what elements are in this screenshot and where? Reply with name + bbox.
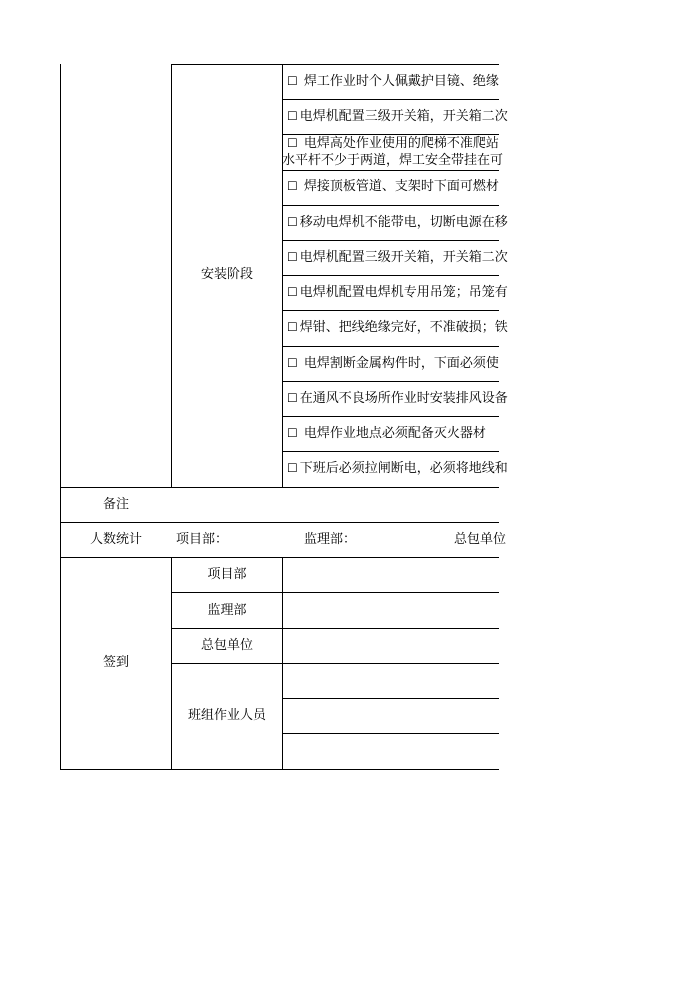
grid-line	[283, 381, 499, 382]
checkbox-icon[interactable]: ☐	[287, 320, 298, 334]
checklist-item[interactable]: ☐ 焊工作业时个人佩戴护目镜、绝缘	[287, 74, 499, 89]
signin-row-supervision-dept: 监理部	[207, 603, 247, 618]
checkbox-icon[interactable]: ☐	[287, 215, 298, 229]
checkbox-icon[interactable]: ☐	[287, 74, 298, 88]
checklist-item[interactable]: ☐ 移动电焊机不能带电，切断电源在移	[287, 215, 508, 230]
grid-line	[283, 205, 499, 206]
checklist-item[interactable]: ☐ 电焊机配置电焊机专用吊笼；吊笼有	[287, 285, 508, 300]
checkbox-icon[interactable]: ☐	[287, 461, 298, 475]
signin-row-team-workers: 班组作业人员	[187, 708, 266, 723]
signin-row-general-contractor: 总包单位	[200, 638, 253, 653]
grid-line	[283, 170, 499, 171]
grid-line	[60, 769, 172, 770]
grid-line	[283, 275, 499, 276]
headcount-project-dept: 项目部：	[176, 532, 229, 547]
grid-line	[282, 557, 283, 770]
signature-field[interactable]	[284, 629, 499, 663]
checklist-item[interactable]: ☐ 电焊割断金属构件时，下面必须使	[287, 356, 499, 371]
headcount-supervision-dept: 监理部：	[304, 532, 357, 547]
checklist-item[interactable]: ☐ 焊接顶板管道、支架时下面可燃材	[287, 179, 499, 194]
checklist-item[interactable]: ☐ 电焊高处作业使用的爬梯不准爬站 水平杆不少于两道，焊工安全带挂在可	[282, 136, 504, 168]
checklist-item[interactable]: ☐ 电焊机配置三级开关箱，开关箱二次	[287, 109, 508, 124]
checkbox-icon[interactable]: ☐	[287, 250, 298, 264]
signature-field[interactable]	[284, 593, 499, 627]
headcount-label: 人数统计	[89, 532, 142, 547]
signature-field[interactable]	[284, 699, 499, 733]
checklist-item[interactable]: ☐ 焊钳、把线绝缘完好，不准破损；铁	[287, 320, 508, 335]
grid-line	[283, 240, 499, 241]
signin-row-project-dept: 项目部	[207, 567, 247, 582]
grid-line	[283, 99, 499, 100]
checklist-item[interactable]: ☐ 在通风不良场所作业时安装排风设备	[287, 391, 508, 406]
grid-line	[172, 769, 283, 770]
grid-line	[172, 64, 499, 65]
checklist-item[interactable]: ☐ 下班后必须拉闸断电，必须将地线和	[287, 461, 508, 476]
grid-line	[283, 346, 499, 347]
remarks-field[interactable]	[172, 488, 499, 522]
checklist-item[interactable]: ☐ 电焊作业地点必须配备灭火器材	[287, 426, 486, 441]
checkbox-icon[interactable]: ☐	[287, 285, 298, 299]
checkbox-icon[interactable]: ☐	[287, 179, 298, 193]
remarks-label: 备注	[102, 497, 129, 512]
grid-line	[283, 416, 499, 417]
checkbox-icon[interactable]: ☐	[287, 426, 298, 440]
checklist-item-continuation: 水平杆不少于两道，焊工安全带挂在可	[282, 153, 504, 168]
grid-line	[283, 769, 499, 770]
grid-line	[283, 451, 499, 452]
checkbox-icon[interactable]: ☐	[287, 391, 298, 405]
checkbox-icon[interactable]: ☐	[287, 136, 298, 150]
grid-line	[171, 557, 172, 770]
grid-line	[60, 522, 499, 523]
stage-label: 安装阶段	[200, 267, 253, 282]
signin-label: 签到	[102, 655, 129, 670]
signature-field[interactable]	[284, 558, 499, 592]
checklist-item[interactable]: ☐ 电焊机配置三级开关箱，开关箱二次	[287, 250, 508, 265]
signature-field[interactable]	[284, 664, 499, 698]
grid-line	[283, 310, 499, 311]
grid-line	[282, 64, 283, 487]
signature-field[interactable]	[284, 734, 499, 768]
headcount-general-contractor: 总包单位	[454, 532, 507, 547]
checkbox-icon[interactable]: ☐	[287, 356, 298, 370]
checkbox-icon[interactable]: ☐	[287, 109, 298, 123]
